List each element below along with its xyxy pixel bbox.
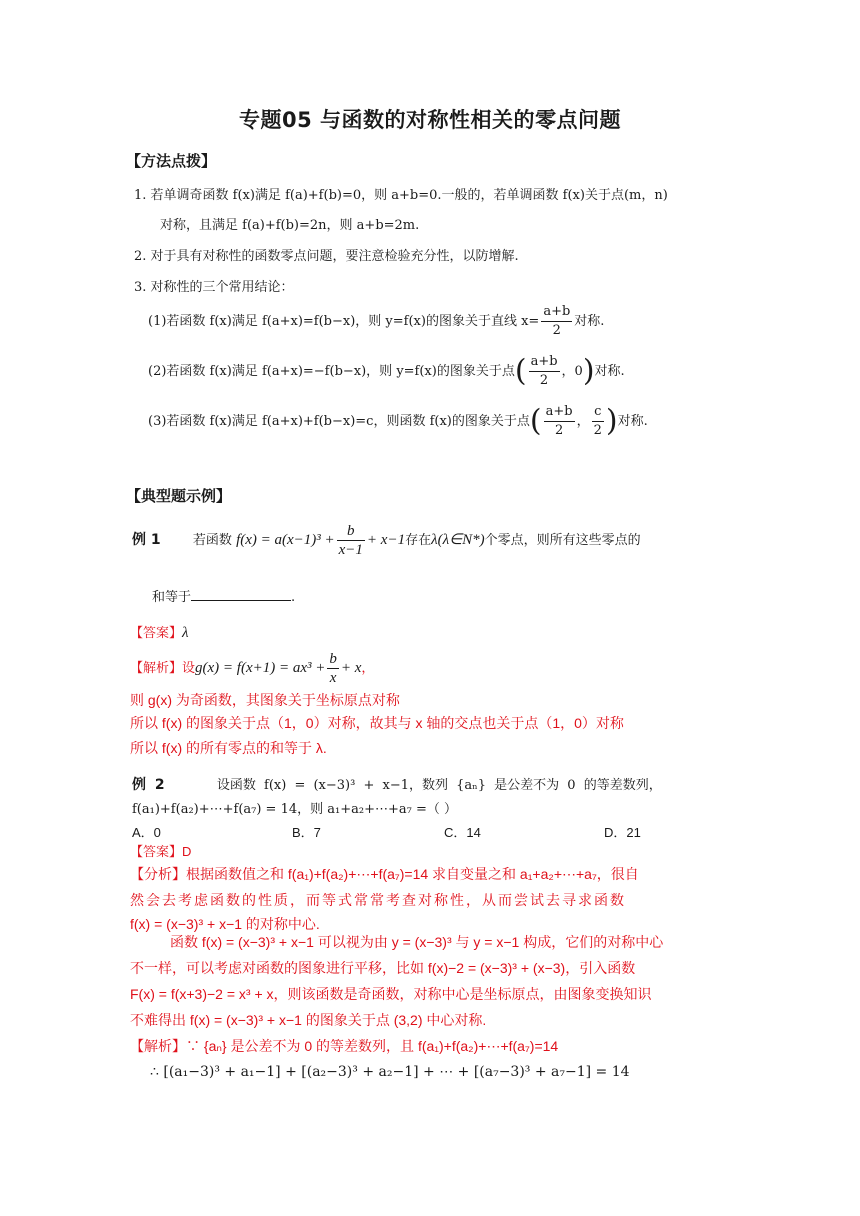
left-paren: (	[514, 353, 527, 389]
example-1-formula-a: f(x) = a(x−1)³ +	[236, 532, 335, 548]
example-2-stem-line-1	[132, 774, 662, 794]
method-item-1-line-1: 1. 若单调奇函数 f(x)满足 f(a)+f(b)=0，则 a+b=0.一般的，若单调函数 f(x)关于点(m，n)	[134, 188, 668, 203]
conclusion-3-fraction-1	[544, 403, 575, 440]
jiexi-tag: 【解析】	[130, 1038, 186, 1054]
fraction-denominator: x−1	[338, 542, 363, 558]
example-2-fenxi-line-2: 然会去考虑函数的性质，而等式常常考查对称性，从而尝试去寻求函数	[130, 892, 626, 908]
method-item-2: 2. 对于具有对称性的函数零点问题，要注意检验充分性，以防增解.	[134, 249, 519, 264]
example-2-jiexi-line-1	[130, 1036, 558, 1056]
fraction-denominator: 2	[539, 373, 549, 388]
fraction-denominator: x	[329, 670, 337, 686]
analysis-end: ，	[361, 661, 375, 676]
conclusion-3-text: (3)若函数 f(x)满足 f(a+x)+f(b−x)=c，则函数 f(x)的图象关于点	[148, 414, 530, 429]
example-1-line-2-text: 和等于	[152, 590, 192, 605]
example-2-jiexi-line-2: ∴ [(a₁−3)³ + a₁−1] + [(a₂−3)³ + a₂−1] + ⋯ + [(a₇−3)³ + a₇−1] = 14	[150, 1064, 630, 1080]
example-2-fenxi-line-6: F(x) = f(x+3)−2 = x³ + x，则该函数是奇函数，对称中心是坐标原点，由图象变换知识	[130, 986, 652, 1002]
conclusion-1-fraction	[541, 303, 572, 340]
left-paren: (	[529, 403, 542, 439]
fraction-numerator: b	[337, 522, 365, 541]
conclusion-2-fraction	[529, 353, 560, 390]
example-2-stem-line-2: f(a₁)+f(a₂)+⋯+f(a₇) = 14，则 a₁+a₂+⋯+a₇ =（ ）	[132, 802, 457, 817]
conclusion-2-text: (2)若函数 f(x)满足 f(a+x)=−f(b−x)，则 y=f(x)的图象关于点	[148, 364, 515, 379]
example-1-formula-b: + x−1	[366, 532, 406, 548]
example-1-analysis-line-4: 所以 f(x) 的所有零点的和等于 λ.	[130, 740, 327, 756]
example-2-fenxi-line-1	[130, 864, 639, 884]
analysis-fraction	[327, 650, 339, 687]
conclusion-2-tail: 对称.	[594, 364, 625, 379]
right-paren: )	[605, 403, 618, 439]
option-a: A．0	[132, 825, 161, 840]
example-1-label: 例 1	[132, 532, 161, 548]
conclusion-1-tail: 对称.	[574, 314, 605, 329]
example-1-stem	[132, 522, 641, 559]
analysis-tag: 【解析】	[130, 661, 183, 676]
analysis-text: 设	[182, 661, 196, 676]
conclusion-1-text: (1)若函数 f(x)满足 f(a+x)=f(b−x)，则 y=f(x)的图象关于直线 x=	[148, 314, 540, 329]
example-2-fenxi-line-3: f(x) = (x−3)³ + x−1 的对称中心.	[130, 916, 320, 932]
conclusion-2	[148, 353, 625, 390]
example-1-text-mid: 存在	[405, 533, 432, 548]
page-title: 专题05 与函数的对称性相关的零点问题	[238, 108, 622, 132]
option-b: B．7	[292, 825, 321, 840]
option-d: D．21	[604, 825, 641, 840]
option-c: C．14	[444, 825, 481, 840]
fraction-numerator: a+b	[529, 353, 560, 372]
conclusion-3	[148, 403, 648, 440]
fenxi-text: 根据函数值之和 f(a₁)+f(a₂)+⋯+f(a₇)=14 求自变量之和 a₁+a₂+⋯+a₇，很自	[186, 866, 639, 882]
fraction-denominator: 2	[552, 323, 561, 338]
answer-tag: 【答案】	[130, 626, 183, 641]
example-1-text-pre: 若函数	[192, 533, 232, 548]
answer-value: D	[182, 844, 192, 859]
example-1-analysis-line-1	[130, 650, 374, 687]
answer-tag: 【答案】	[130, 844, 183, 859]
example-1-text-post: 个零点，则所有这些零点的	[484, 533, 641, 548]
example-2-label: 例 2	[132, 777, 165, 793]
conclusion-3-separator: ，	[576, 414, 590, 429]
fenxi-tag: 【分析】	[130, 866, 186, 882]
conclusion-2-mid: ，0	[561, 364, 583, 379]
method-item-3: 3. 对称性的三个常用结论：	[134, 280, 294, 295]
fraction-denominator: 2	[554, 423, 564, 438]
fraction-numerator: a+b	[544, 403, 575, 422]
example-1-answer	[130, 622, 189, 642]
examples-heading: 【典型题示例】	[126, 487, 232, 505]
conclusion-1	[148, 303, 604, 340]
conclusion-3-tail: 对称.	[617, 414, 648, 429]
method-heading: 【方法点拨】	[126, 152, 217, 170]
example-2-stem-text: 设函数 f(x) = (x−3)³ + x−1，数列 {aₙ} 是公差不为 0 的等差数列，	[216, 778, 662, 793]
conclusion-3-fraction-2	[592, 403, 604, 440]
fraction-denominator: 2	[593, 423, 602, 438]
example-2-fenxi-line-4: 函数 f(x) = (x−3)³ + x−1 可以视为由 y = (x−3)³ 与 y = x−1 构成，它们的对称中心	[170, 934, 664, 950]
method-item-1-line-2: 对称，且满足 f(a)+f(b)=2n，则 a+b=2m.	[160, 218, 420, 233]
example-2-fenxi-line-5: 不一样，可以考虑对函数的图象进行平移，比如 f(x)−2 = (x−3)³ + (x−3)，引入函数	[130, 960, 636, 976]
analysis-formula-tail: + x	[340, 660, 362, 676]
fraction-numerator: a+b	[541, 303, 572, 322]
example-1-analysis-line-2: 则 g(x) 为奇函数，其图象关于坐标原点对称	[130, 692, 400, 708]
example-1-line-2-end: .	[291, 590, 296, 605]
example-1-line-2	[152, 586, 295, 605]
answer-blank	[191, 587, 291, 601]
example-1-formula-c: λ(λ∈N*)	[431, 532, 485, 548]
example-1-fraction	[337, 522, 365, 559]
example-2-fenxi-line-7: 不难得出 f(x) = (x−3)³ + x−1 的图象关于点 (3,2) 中心对称.	[130, 1012, 487, 1028]
fraction-numerator: c	[592, 403, 604, 422]
fraction-numerator: b	[329, 651, 337, 667]
answer-value: λ	[182, 625, 189, 641]
example-1-analysis-line-3: 所以 f(x) 的图象关于点（1，0）对称，故其与 x 轴的交点也关于点（1，0）对称	[130, 715, 624, 731]
analysis-formula: g(x) = f(x+1) = ax³ +	[195, 660, 326, 676]
jiexi-text: ∵ {aₙ} 是公差不为 0 的等差数列，且 f(a₁)+f(a₂)+⋯+f(a₇)=14	[186, 1038, 559, 1054]
example-2-answer	[130, 841, 191, 860]
right-paren: )	[582, 353, 595, 389]
